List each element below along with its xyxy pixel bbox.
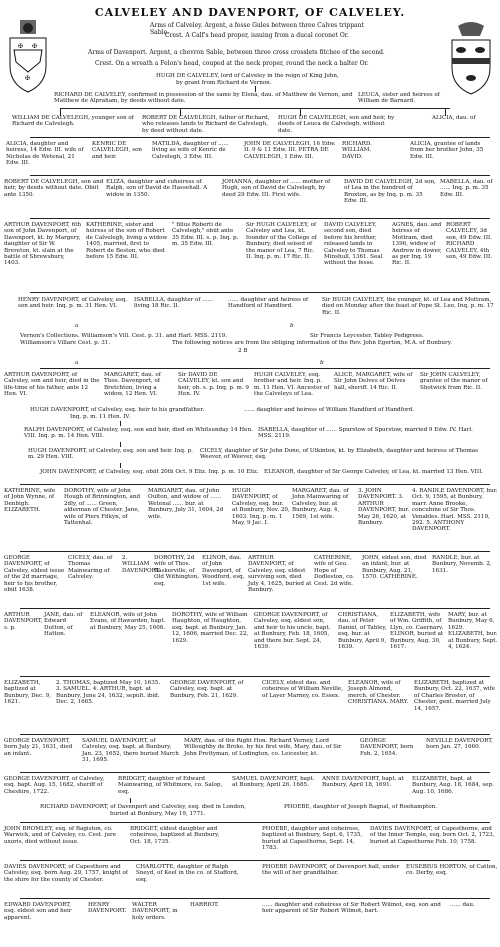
matilda: MATILDA, daughter of ...... living as wife of Kenric de Calvelegh, 3 Edw. III. <box>152 141 229 160</box>
dorothy-l4: DOROTHY, wife of William Haughton, of Haughton, esq. bapt. at Bunbury, Jan. 12, 1606, married Dec. 22, 1629. <box>172 612 249 644</box>
sir-david-e3: Sir DAVID DE CALVELEY, kt. son and heir, ob. s. p. Inq. p. m. 9 Hen. IV. <box>178 372 249 398</box>
crest-davenport: Crest. On a wreath a Felon's head, couped at the neck proper, round the neck a halter Or. <box>95 60 369 67</box>
phoebe-r3: PHOEBE DAVENPORT, of Davenport hall, under the will of her grandfather. <box>262 864 400 877</box>
george-l5: GEORGE DAVENPORT, of Calveley, esq. eldest son, and heir to his uncle, bapt. at Bunbury, Feb. 18, 1605, and there bur. Sept. 24, 1639. <box>254 612 331 651</box>
margaret-j5: MARGARET, dau. of John Mainwaring of Calveley, bur. at Bunbury, Aug. 4, 1569, 1st wife. <box>292 488 349 520</box>
link-b: b <box>290 323 294 329</box>
agnes: AGNES, dau. and heiress of Mottram, died 1396, widow of Andrew in dower, as per Inq. 19 Ric. II. <box>392 222 442 267</box>
alicia-heiress: ALICIA, daughter and heiress, 14 Edw. III. wife of Nicholas de Wetenal, 21 Edw. III. <box>6 141 84 167</box>
katherine-j1: KATHERINE, wife of John Wynne, of Denbigh. ELIZABETH. <box>4 488 56 514</box>
calveley-shield-icon <box>4 20 52 98</box>
hugh-de-calvelegh-son: HUGH DE CALVELEGH, son and heir, by deeds of Leuca de Calvelegh, without date. <box>278 115 395 134</box>
handford-f2: ...... daughter and heiress of William Handford of Handford. <box>244 407 415 413</box>
crest-calveley: Crest. A Calf's head proper, issuing from a ducal coronet Or. <box>165 32 349 39</box>
randle-j7: 4. RANDLE DAVENPORT, bur. Oct. 9, 1595, at Bunbury, marr. Anne Brooke, concubine of Sir Thos. Venables. Harl. MSS. 2119, 292. 5. ANTHONY DAVENPORT. <box>412 488 498 533</box>
link-a: a <box>75 323 79 329</box>
katherine-sister: KATHERINE, sister and heiress of the son of Robert de Calvelegh, living a widow 1405, married, first to Robert de Beston, who died before 15 Edw. III. <box>86 222 168 261</box>
charlotte-r2: CHARLOTTE, daughter of Ralph Sneyd, of Keel in the co. of Stafford, esq. <box>136 864 239 883</box>
phoebe-q3: PHOEBE, daughter and coheiress, baptized at Bunbury, Sept. 6, 1735, buried at Capesthorne, Sept. 14, 1783. <box>262 826 363 852</box>
arthur-davenport-6th: ARTHUR DAVENPORT, 6th son of John Davenport, of Davenport, kt. by Margery, daughter of Sir W. Brereton, kt. slain at the battle of Shrewsbury, 1403. <box>4 222 82 267</box>
eleanor-calveley: ELEANOR, daughter of Sir George Calveley, of Lea, kt. married 13 Hen. VIII. <box>264 469 484 475</box>
wilmot-s5: ...... daughter and coheiress of Sir Robert Wilmot, esq. son and heir apparent of Sir Robert Wilmot, bart. <box>262 902 441 915</box>
mary-l8: MARY, bur. at Bunbury, May 6, 1629. ELIZABETH, bur. at Bunbury, Sept. 4, 1624. <box>448 612 498 651</box>
bridget-q2: BRIDGET, eldest daughter and coheiress, baptized at Bunbury, Oct. 18, 1735. <box>130 826 220 845</box>
robert-de-calvelegh-2: ROBERT DE CALVELEGH, son and heir, by deeds without date. Obiit ante 1350. <box>4 179 104 198</box>
page-title: CALVELEY AND DAVENPORT, OF CALVELEY. <box>94 6 406 19</box>
henry-s2: HENRY DAVENPORT. <box>88 902 127 915</box>
john-arthur-j6: 3. JOHN DAVENPORT. 3. ARTHUR DAVENPORT, bur. May 26, 1620, at Bunbury. <box>358 488 410 527</box>
link-b-2: b <box>320 360 324 366</box>
dorothy-k4: DOROTHY, 2d wife of Thos. Baskerville, of Old Withington, esq. <box>154 555 199 587</box>
note-1: Vernon's Collections. Williamson's Vill. Cest. p. 31. and Harl. MSS. 2119. <box>20 333 227 339</box>
eliza: ELIZA, daughter and coheiress of Ralph, son of David de Hassehall. A widow in 1350. <box>106 179 208 198</box>
christiana-l6: CHRISTIANA, dau. of Peter Daniel, of Tabley, esq. bur. at Bunbury, April 9, 1639. <box>338 612 387 651</box>
filius-roberti: " filius Roberti de Calvelegh," obiit ante 35 Edw. III. s. p. Inq. p. m. 35 Edw. III. <box>172 222 239 248</box>
mabella: MABELLA, dau. of ...... Inq. p. m. 35 Edw. III. <box>440 179 493 198</box>
elizabeth-m1: ELIZABETH, baptized at Bunbury, Dec. 9, 1621. <box>4 680 51 706</box>
hugh-davenport-f1: HUGH DAVENPORT, of Calveley, esq. heir to his grandfather. <box>30 407 205 413</box>
davies-q4: DAVIES DAVENPORT, of Capesthorne, and of the Inner Temple, esq. born Oct. 2, 1723, buried at Capesthorne Feb. 10, 1758. <box>370 826 495 845</box>
link-a-2: a <box>75 360 79 366</box>
john-de-calvelegh: JOHN DE CALVELEGH, 16 Edw. II. 9 & 11 Edw. III. PETRA DE CALVELEGH, 1 Edw. III. <box>244 141 336 160</box>
jane-l2: JANE, dau. of Edward Dutton, of Hatton. <box>44 612 83 638</box>
hugh-davenport-h1: HUGH DAVENPORT, of Calveley, esq. son and heir. Inq. p. m. 29 Hen. VIII. <box>28 448 193 461</box>
signature: 2 B <box>238 348 248 354</box>
hugh-calveley-e4: HUGH CALVELEY, esq. brother and heir. Inq. p. m. 11 Hen. VI. Ancestor of the Calveleys of Lea. <box>254 372 330 398</box>
elizabeth-o5: ELIZABETH, bapt. at Bunbury, Aug. 18, 1684, sep. Aug. 10, 1686. <box>412 776 494 795</box>
hugh-de-calveley: HUGH DE CALVELEY, lord of Calveley in the reign of King John, <box>156 73 339 79</box>
davenport-shield-icon <box>446 20 496 100</box>
svg-text:✠: ✠ <box>32 43 38 50</box>
henry-davenport: HENRY DAVENPORT, of Calveley, esq. son and heir. Inq. p. m. 31 Hen. VI. <box>18 297 128 310</box>
neville-n5: NEVILLE DAVENPORT, born Jan. 27, 1660. <box>426 738 493 751</box>
samuel-o3: SAMUEL DAVENPORT, bapt. at Bunbury, April 26, 1685. <box>232 776 315 789</box>
elinor-k5: ELINOR, dau. of John Davenport, of Woodford, esq. 1st wife. <box>202 555 245 587</box>
phoebe-p2: PHOEBE, daughter of Joseph Bagnal, of Roehampton. <box>284 804 437 810</box>
cicely-done: CICELY, daughter of Sir John Done, of Utkinton, kt. by Elizabeth, daughter and heiress of Thomas Weever, of Weever, esq. <box>200 448 478 461</box>
robert-de-calvelegh: ROBERT DE CALVELEGH, father of Richard, who releases lands to Richard de Calvelegh, by deed without date. <box>142 115 270 134</box>
john-k8: JOHN, eldest son, died an infant, bur. at Bunbury, Aug. 21, 1570. CATHERINE. <box>362 555 427 581</box>
john-bromley-q1: JOHN BROMLEY, esq. of Bagiston, co. Warwick, and of Calveley, co. Cest. jure uxoris, died without issue. <box>4 826 116 845</box>
william-k3: 2. WILLIAM DAVENPORT. <box>122 555 161 574</box>
david-de-calvelegh: DAVID DE CALVELEGH, 2d son, of Lea in the hundred of Broxton, as by Inq. p. m. 35 Edw. III. <box>344 179 436 205</box>
isabella: ISABELLA, daughter of ...... living 18 Ric. II. <box>134 297 213 310</box>
dorothy-j2: DOROTHY, wife of John Hough of Brinnington, and 2dly, of ...... Green, alderman of Chester. Jane, wife of Piers Filkyn, of Tattenhal. <box>64 488 141 527</box>
william-de-calvelegh: WILLIAM DE CALVELEGH, younger son of Richard de Calvelegh. <box>12 115 134 128</box>
randle-k9: RANDLE, bur. at Bunbury, Novemb. 2, 1631. <box>432 555 492 574</box>
robert-richard-calveley: ROBERT CALVELEY, 3d son, 49 Edw. III. RICHARD CALVELEY, 4th son, 49 Edw. III. <box>446 222 493 261</box>
isabella-spurstow: ISABELLA, daughter of ...... Spurstow of Spurstow, married 9 Edw. IV. Harl. MSS. 2119. <box>258 427 473 440</box>
george-o1: GEORGE DAVENPORT, of Calveley, esq. bapt. Aug. 15, 1682, sheriff of Cheshire, 1722. <box>4 776 105 795</box>
hugh-inq-f1b: Inq. p. m. 11 Hen. IV. <box>70 414 131 420</box>
mary-n3: MARY, dau. of the Right Hon. Richard Verney, Lord Willoughby de Broke, by his first wife, Mary, dau. of Sir John Prettyman, of Lodington, co. Leicester, kt. <box>184 738 342 757</box>
handford-heiress: ...... daughter and heiress of Handford of Handford. <box>228 297 309 310</box>
thomas-samuel-arthur-m2: 2. THOMAS, baptized May 10, 1635. 3. SAMUEL. 4. ARTHUR, bapt. at Bunbury, June 24, 1632, sepult. ibid. Dec. 2, 1665. <box>56 680 161 706</box>
walter-s3: WALTER DAVENPORT, in holy orders. <box>132 902 178 921</box>
bridget-o2: BRIDGET, daughter of Edward Mainwaring, of Whitmore, co. Salop, esq. <box>118 776 223 795</box>
leuca: LEUCA, sister and heiress of William de Barnard. <box>358 92 440 105</box>
samuel-n2: SAMUEL DAVENPORT, of Calveley, esq. bapt. at Bunbury, Jan. 23, 1652, there buried March 31, 1695. <box>82 738 179 764</box>
richard-william-david: RICHARD. WILLIAM. DAVID. <box>342 141 372 160</box>
sir-john-e6: Sir JOHN CALVELEY, grantee of the manor of Shotwick from Ric. II. <box>420 372 488 391</box>
arms-davenport: Arms of Davenport. Argent, a chevron Sable, between three cross crosslets fitchee of the second. <box>88 49 385 56</box>
george-n1: GEORGE DAVENPORT, born July 21, 1631, died an infant. <box>4 738 73 757</box>
eleanor-l3: ELEANOR, wife of John Evans, of Hawarden, bapt. at Bunbury, May 25, 1606. <box>90 612 166 631</box>
hugh-davenport-j4: HUGH DAVENPORT, of Calveley, esq. bur. at Bunbury, Nov. 20, 1603. Inq. p. m. 1 May, 9 Jac. I. <box>232 488 290 527</box>
david-calveley: DAVID CALVELEY, second son, died before his brother, released lands in Calveley to Thomas Minshull, 1361. Seal without the fesse. <box>324 222 383 267</box>
hugh-de-calveley-grant: by grant from Richard de Vernon. <box>176 80 272 86</box>
margaret-e2: MARGARET, dau. of Thos. Davenport, of Bretchton, living a widow, 12 Hen. VI. <box>104 372 161 398</box>
ralph-davenport: RALPH DAVENPORT, of Calveley, esq. son and heir, died on Whitsunday 14 Hen. VIII. Inq. p. m. 14 Hen. VIII. <box>24 427 253 440</box>
johanna: JOHANNA, daughter of ...... mother of Hugh, son of David de Calvelegh, by deed 29 Edw. III. First wife. <box>222 179 331 198</box>
sir-hugh-calveley: Sir HUGH CALVELEY, of Calveley and Lea, kt. founder of the College of Bunbury, died seised of the manor of Lea, 7 Ric. II. Inq. p. m. 17 Ric. II. <box>246 222 317 261</box>
catherine-k7: CATHERINE, wife of Geo. Hope of Dodleston, co. Cest. 2d wife. <box>314 555 355 587</box>
svg-text:✠: ✠ <box>25 75 31 82</box>
dau-s6: ...... dau. <box>450 902 475 908</box>
harriot-s4: HARRIOT. <box>190 902 219 908</box>
george-m3: GEORGE DAVENPORT, of Calveley, esq. bapt. at Bunbury, Feb. 21, 1629. <box>170 680 244 699</box>
arthur-l1: ARTHUR DAVENPORT, s. p. <box>4 612 43 631</box>
kenric-de-calvelegh: KENRIC DE CALVELEGH, son and heir. <box>92 141 143 160</box>
elizabeth-m6: ELIZABETH, baptized at Bunbury, Oct. 22, 1637, wife of Charles Broster, of Chester, gent. married July 14, 1657. <box>414 680 496 712</box>
anne-o4: ANNE DAVENPORT, bapt. at Bunbury, April 18, 1691. <box>322 776 404 789</box>
arms-calveley: Arms of Calveley. Argent, a fesse Gules between three Calves trippant Sable. <box>150 22 364 36</box>
eleanor-m5: ELEANOR, wife of Joseph Almond, merch. of Chester. CHRISTIANA. MARY. <box>348 680 409 706</box>
note-2: Sir Francis Leycester. Tabley Pedigrees. <box>310 333 424 339</box>
george-n4: GEORGE DAVENPORT, born Feb. 2, 1654. <box>360 738 414 757</box>
sir-hugh-younger: Sir HUGH CALVELEY, the younger, kt. of Lea and Mottram, died on Monday after the feast of Pope St. Leo, Inq. p. m. 17 Ric. II. <box>322 297 494 316</box>
eusebius-r4: EUSEBIUS HORTON, of Catton, co. Derby, esq. <box>406 864 498 877</box>
richard-p1: RICHARD DAVENPORT, of Davenport and Calveley, esq. died in London, <box>40 804 246 810</box>
john-davenport-i1: JOHN DAVENPORT, of Calveley, esq. obiit 20th Oct. 9 Eliz. Inq. p. m. 10 Eliz. <box>40 469 259 475</box>
richard-de-calveley: RICHARD DE CALVELEY, confirmed in possession of the same by Elena, dau. of Matthew de Vernon, and Matthew de Alpraham, by deeds without date. <box>54 92 353 105</box>
note-3: Williamson's Villare Cest. p. 31. <box>20 340 111 346</box>
alicia-dau: ALICIA, dau. of <box>432 115 476 121</box>
davies-r1: DAVIES DAVENPORT, of Capesthorn and Calveley, esq. born Aug. 29, 1757, knight of the shire for the county of Chester. <box>4 864 128 883</box>
margaret-j3: MARGARET, dau. of John Oulton, and widow of ...... Wetenal ...... bur. at Bunbury, July 31, 1604, 2d wife. <box>148 488 224 520</box>
cicely-k2: CICELY, dau. of Thomas Mainwaring of Calveley. <box>68 555 113 581</box>
alicia-grantee: ALICIA, grantee of lands from her brother John, 35 Edw. III. <box>410 141 484 160</box>
richard-p1b: buried at Bunbury, May 19, 1771. <box>110 811 206 817</box>
note-4: The following notices are from the obliging information of the Rev. John Egerton, M.A. of Bunbury. <box>172 340 452 346</box>
cicely-m4: CICELY, eldest dau. and coheiress of William Neville, of Layer Marney, co. Essex. <box>262 680 343 699</box>
edward-s1: EDWARD DAVENPORT, esq. eldest son and heir apparent. <box>4 902 72 921</box>
arthur-davenport-e1: ARTHUR DAVENPORT, of Calveley, son and heir, died in the life-time of his father, ante 12 Hen. VI. <box>4 372 100 398</box>
svg-text:✠: ✠ <box>18 43 24 50</box>
arthur-k6: ARTHUR DAVENPORT, of Calveley, esq. eldest surviving son, died July 4, 1625, buried at Bunbury. <box>248 555 312 594</box>
alice-margaret-e5: ALICE, MARGARET, wife of Sir John Delves of Delves hall, sheriff. 14 Ric. II. <box>334 372 413 391</box>
elizabeth-l7: ELIZABETH, wife of Wm. Griffith, of Llyn, co. Caernarv. ELINOR, buried at Bunbury, Aug. 30, 1617. <box>390 612 444 651</box>
george-k1: GEORGE DAVENPORT, of Calveley, eldest issue of the 2d marriage, heir to his brother, obiit 1638. <box>4 555 65 594</box>
